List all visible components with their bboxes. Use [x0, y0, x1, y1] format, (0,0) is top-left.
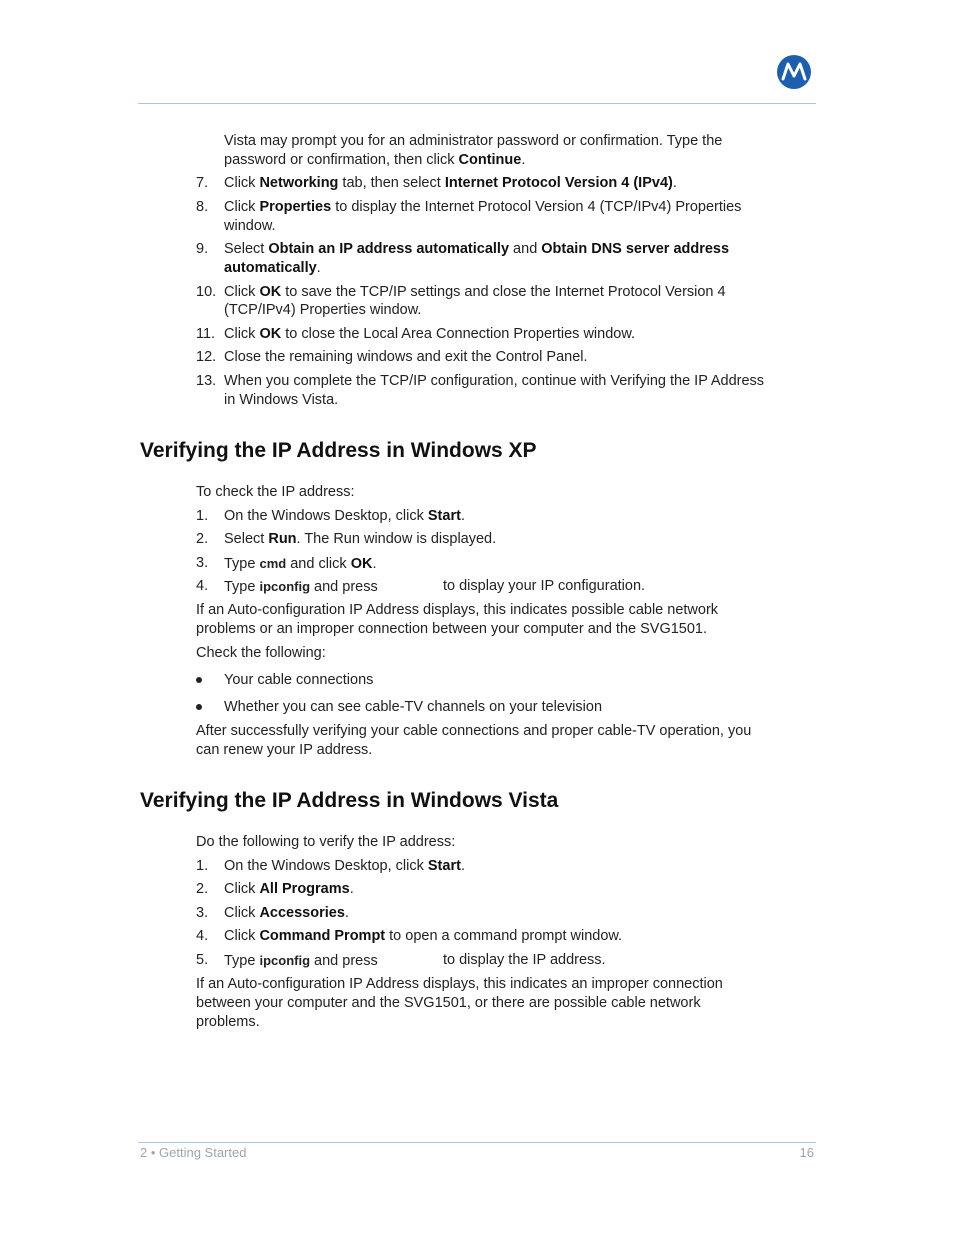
footer-rule	[138, 1142, 816, 1143]
xp-step-3-text: Type cmd and click OK.	[224, 556, 377, 572]
xp-bullet-2: Whether you can see cable-TV channels on your television	[224, 699, 603, 715]
xp-step-4-text-end: to display your IP configuration.	[443, 578, 646, 594]
step-10-text: Click OK to save the TCP/IP settings and close the Internet Protocol Version 4	[224, 284, 726, 300]
step-11-text: Click OK to close the Local Area Connection Properties window.	[224, 326, 636, 342]
step-13-text-line-2: in Windows Vista.	[224, 392, 339, 408]
step-number: 2.	[196, 531, 209, 547]
step-9-text: Select Obtain an IP address automatically and Obtain DNS server address	[224, 241, 730, 257]
step-9-text-line-2: automatically.	[224, 260, 321, 276]
step-number: 1.	[196, 508, 209, 524]
step-number: 12.	[196, 349, 217, 365]
vista-step-3-text: Click Accessories.	[224, 905, 349, 921]
xp-bullet-1: Your cable connections	[224, 672, 374, 688]
section-heading-xp: Verifying the IP Address in Windows XP	[140, 439, 537, 462]
section-heading-vista: Verifying the IP Address in Windows Vista	[140, 789, 559, 812]
vista-step-1-text: On the Windows Desktop, click Start.	[224, 858, 465, 874]
step-13-text: When you complete the TCP/IP configuration, continue with Verifying the IP Address	[224, 373, 765, 389]
vista-para-line-3: problems.	[196, 1014, 260, 1030]
intro-line-1: Vista may prompt you for an administrator password or confirmation. Type the	[224, 133, 723, 149]
step-number: 5.	[196, 952, 209, 968]
vista-para-line-2: between your computer and the SVG1501, or there are possible cable network	[196, 995, 701, 1011]
step-12-text: Close the remaining windows and exit the Control Panel.	[224, 349, 588, 365]
vista-step-5-text: Type ipconfig and press	[224, 953, 378, 969]
step-8-text-line-2: window.	[224, 218, 276, 234]
xp-para-2-line-2: can renew your IP address.	[196, 742, 373, 758]
step-number: 13.	[196, 373, 217, 389]
step-number: 10.	[196, 284, 217, 300]
xp-intro: To check the IP address:	[196, 484, 355, 500]
step-number: 4.	[196, 578, 209, 594]
vista-para-line-1: If an Auto-configuration IP Address displays, this indicates an improper connection	[196, 976, 723, 992]
intro-line-2: password or confirmation, then click Continue.	[224, 152, 526, 168]
xp-step-2-text: Select Run. The Run window is displayed.	[224, 531, 497, 547]
vista-intro: Do the following to verify the IP address:	[196, 834, 456, 850]
step-10-text-line-2: (TCP/IPv4) Properties window.	[224, 302, 422, 318]
bullet-dot	[196, 704, 202, 710]
footer-chapter: 2 • Getting Started	[140, 1145, 247, 1160]
step-number: 9.	[196, 241, 209, 257]
xp-para-1-line-1: If an Auto-configuration IP Address displays, this indicates possible cable network	[196, 602, 719, 618]
xp-para-2-line-1: After successfully verifying your cable connections and proper cable-TV operation, you	[196, 723, 752, 739]
xp-para-1-line-2: problems or an improper connection between your computer and the SVG1501.	[196, 621, 708, 637]
xp-step-4-text: Type ipconfig and press	[224, 579, 378, 595]
step-number: 3.	[196, 905, 209, 921]
step-number: 11.	[196, 326, 216, 342]
xp-step-1-text: On the Windows Desktop, click Start.	[224, 508, 465, 524]
step-number: 3.	[196, 555, 209, 571]
header-rule	[138, 103, 816, 104]
vista-step-4-text: Click Command Prompt to open a command prompt window.	[224, 928, 623, 944]
vista-step-2-text: Click All Programs.	[224, 881, 354, 897]
vista-step-5-text-end: to display the IP address.	[443, 952, 606, 968]
xp-check-label: Check the following:	[196, 645, 326, 661]
motorola-logo	[777, 55, 811, 89]
step-7-text: Click Networking tab, then select Internet Protocol Version 4 (IPv4).	[224, 175, 677, 191]
footer-page-number: 16	[799, 1145, 814, 1160]
step-number: 7.	[196, 175, 209, 191]
step-number: 2.	[196, 881, 209, 897]
step-number: 1.	[196, 858, 209, 874]
step-8-text: Click Properties to display the Internet Protocol Version 4 (TCP/IPv4) Properties	[224, 199, 742, 215]
step-number: 8.	[196, 199, 209, 215]
step-number: 4.	[196, 928, 209, 944]
bullet-dot	[196, 677, 202, 683]
